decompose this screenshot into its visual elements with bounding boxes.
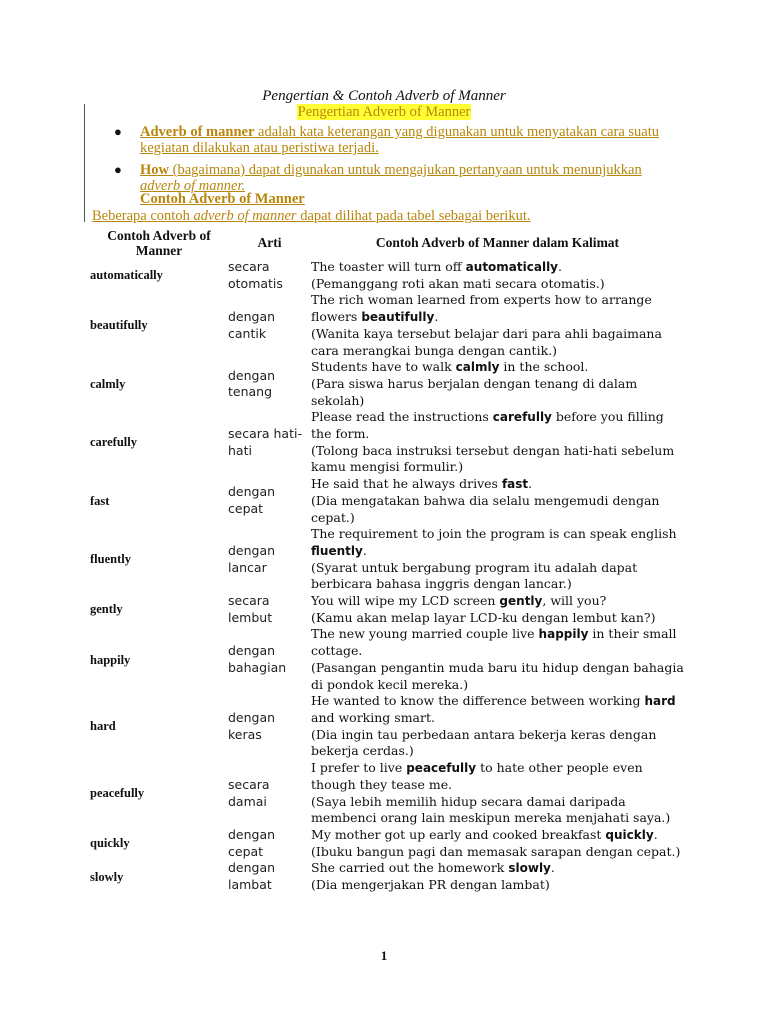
bullet-term: Adverb of manner [140, 124, 255, 140]
adverb-meaning: secara damai [228, 776, 270, 809]
adverb-meaning: dengan keras [228, 709, 276, 742]
example-sentence [311, 476, 684, 526]
intro-italic: adverb of manner [193, 208, 297, 224]
bullet-text: adalah kata keterangan yang digunakan untuk menyatakan cara suatu kegiatan dilakukan atau peristiwa terjadi. [140, 124, 660, 156]
sentence-start: My mother got up early and cooked breakfast [311, 826, 606, 842]
example-sentence [311, 827, 684, 860]
adverb-meaning: dengan lancar [228, 542, 276, 575]
sentence-adverb: calmly [455, 360, 500, 375]
table-row [90, 526, 684, 593]
table-row [90, 359, 684, 409]
adverb-word: calmly [90, 376, 126, 391]
document-title: Pengertian & Contoh Adverb of Manner [262, 88, 506, 104]
sentence-end: in their small cottage. [311, 626, 677, 659]
adverb-word: fluently [90, 552, 131, 567]
adverb-meaning: dengan cepat [228, 484, 276, 517]
intro-after: dapat dilihat pada tabel sebagai berikut. [296, 208, 531, 224]
sentence-end: . [362, 542, 367, 558]
example-sentence [311, 526, 684, 593]
sentence-start: She carried out the homework [311, 860, 509, 876]
adverb-meaning: dengan tenang [228, 367, 276, 400]
sentence-start: Students have to walk [311, 359, 456, 375]
sentence-translation: (Para siswa harus berjalan dengan tenang di dalam sekolah) [311, 375, 638, 408]
example-sentence [311, 292, 684, 359]
table-row [90, 760, 684, 827]
adverb-word: beautifully [90, 318, 148, 333]
adverb-meaning: dengan bahagian [228, 643, 287, 675]
bullet-term: How [140, 162, 169, 178]
table-row [90, 476, 684, 526]
adverb-meaning: secara otomatis [228, 259, 283, 291]
sentence-translation: (Pemanggang roti akan mati secara otomatis.) [311, 275, 605, 291]
example-heading: Contoh Adverb of Manner [140, 191, 305, 207]
definition-list [114, 124, 684, 200]
bullet-item-how [114, 162, 684, 194]
header-arti: Arti [257, 235, 282, 250]
sentence-end: . [558, 259, 562, 274]
sentence-translation: (Tolong baca instruksi tersebut dengan hati-hati sebelum kamu mengisi formulir.) [311, 442, 675, 475]
bullet-icon: ● [114, 162, 122, 177]
sentence-adverb: carefully [492, 410, 552, 425]
adverb-word: hard [90, 719, 116, 734]
sentence-start: The requirement to join the program is can speak english [311, 526, 677, 542]
adverb-meaning: dengan cepat [228, 826, 276, 859]
bullet-text: (bagaimana) dapat digunakan untuk mengajukan pertanyaan untuk menunjukkan [169, 162, 642, 178]
sentence-translation: (Syarat untuk bergabung program itu adalah dapat berbicara bahasa inggris dengan lancar.) [311, 559, 638, 592]
example-sentence [311, 693, 684, 760]
change-bar [84, 104, 85, 222]
sentence-end: . [434, 309, 439, 325]
sentence-translation: (Ibuku bangun pagi dan memasak sarapan dengan cepat.) [311, 843, 681, 859]
sentence-adverb: gently [499, 594, 543, 609]
sentence-start: He wanted to know the difference between working [311, 693, 645, 709]
table-row [90, 626, 684, 693]
sentence-start: You will wipe my LCD screen [311, 593, 500, 609]
sentence-start: He said that he always drives [311, 476, 502, 492]
sentence-adverb: fast [501, 477, 529, 492]
bullet-italic-tail: adverb of manner. [140, 178, 246, 194]
table-row [90, 827, 684, 860]
adverb-meaning: dengan lambat [228, 860, 276, 893]
adverb-meaning: secara hati-hati [228, 426, 302, 458]
sentence-end: to hate other people even though they tease me. [311, 760, 643, 792]
section-subtitle [0, 104, 768, 121]
sentence-end: . [550, 860, 555, 876]
adverb-word: carefully [90, 435, 137, 450]
sentence-start: The rich woman learned from experts how to arrange flowers [311, 292, 652, 325]
bullet-icon: ● [114, 124, 122, 139]
sentence-translation: (Dia ingin tau perbedaan antara bekerja keras dengan bekerja cerdas.) [311, 726, 657, 759]
example-sentence [311, 359, 684, 409]
sentence-end: . [653, 826, 658, 842]
sentence-adverb: hard [644, 694, 676, 709]
sentence-adverb: slowly [508, 861, 551, 876]
sentence-end: in the school. [499, 359, 589, 375]
sentence-adverb: beautifully [361, 310, 435, 325]
sentence-adverb: peacefully [406, 761, 477, 776]
table-row [90, 292, 684, 359]
sentence-translation: (Pasangan pengantin muda baru itu hidup dengan bahagia di pondok kecil mereka.) [311, 659, 684, 692]
sentence-end: , will you? [542, 593, 607, 609]
sentence-adverb: fluently [311, 543, 363, 558]
sentence-adverb: happily [538, 627, 589, 642]
sentence-start: The new young married couple live [311, 626, 539, 642]
adverb-meaning: dengan cantik [228, 309, 276, 341]
sentence-translation: (Saya lebih memilih hidup secara damai daripada membenci orang lain meskipun mereka menjahati saya.) [311, 793, 671, 826]
intro-sentence [92, 208, 531, 225]
sentence-translation: (Kamu akan melap layar LCD-ku dengan lembut kan?) [311, 609, 656, 625]
sentence-adverb: automatically [465, 260, 559, 274]
sentence-end: and working smart. [311, 709, 435, 725]
table-row [90, 860, 684, 893]
example-sentence [311, 626, 684, 693]
sentence-end: before you filling the form. [311, 409, 664, 442]
adverb-word: automatically [90, 268, 163, 283]
adverb-word: fast [90, 493, 110, 508]
page-number: 1 [380, 948, 388, 963]
sentence-end: . [528, 476, 533, 492]
header-sentence: Contoh Adverb of Manner dalam Kalimat [375, 235, 620, 250]
example-sentence [311, 760, 684, 827]
adverb-table [90, 226, 684, 894]
table-row [90, 409, 684, 476]
table-row [90, 693, 684, 760]
table-header-row [90, 226, 684, 259]
table-row [90, 593, 684, 626]
example-sentence [311, 593, 684, 626]
sentence-adverb: quickly [605, 827, 654, 842]
adverb-word: slowly [90, 869, 124, 884]
example-sentence [311, 409, 684, 476]
adverb-meaning: secara lembut [228, 593, 273, 625]
sentence-start: Please read the instructions [311, 409, 493, 425]
sentence-start: I prefer to live [311, 760, 407, 776]
table-row [90, 259, 684, 292]
example-sentence [311, 259, 684, 292]
adverb-word: quickly [90, 836, 130, 851]
adverb-word: peacefully [90, 786, 145, 801]
adverb-word: gently [90, 602, 123, 617]
sentence-translation: (Dia mengerjakan PR dengan lambat) [311, 877, 550, 893]
adverb-word: happily [90, 652, 131, 667]
header-example: Contoh Adverb of Manner [107, 227, 211, 258]
intro-before: Beberapa contoh [92, 208, 194, 224]
table-body [90, 259, 684, 894]
sentence-translation: (Wanita kaya tersebut belajar dari para ahli bagaimana cara merangkai bunga dengan cantik.) [311, 325, 662, 358]
subtitle-highlight: Pengertian Adverb of Manner [297, 104, 471, 120]
bullet-item-definition [114, 124, 684, 156]
sentence-translation: (Dia mengatakan bahwa dia selalu mengemudi dengan cepat.) [311, 492, 660, 525]
sentence-start: The toaster will turn off [311, 259, 466, 274]
example-sentence [311, 860, 684, 893]
